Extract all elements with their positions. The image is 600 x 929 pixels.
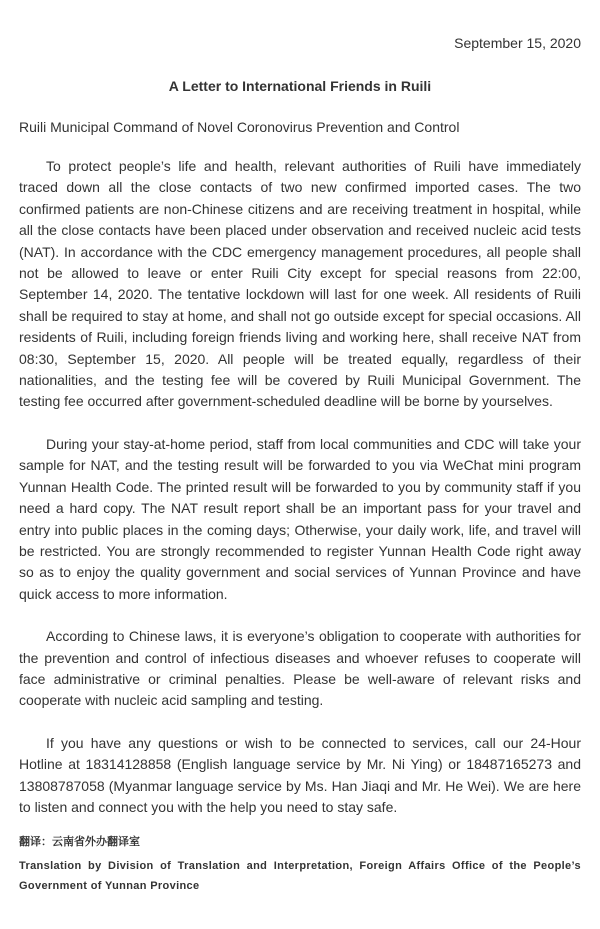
letter-title: A Letter to International Friends in Ruili bbox=[168, 78, 432, 94]
letter-date: September 15, 2020 bbox=[454, 35, 581, 51]
translation-credit-chinese: 翻译：云南省外办翻译室 bbox=[19, 836, 140, 849]
translation-credit-english: Translation by Division of Translation and Interpretation, Foreign Affairs Office of the People’s Government of Yunnan Province bbox=[19, 860, 581, 893]
letter-issuer: Ruili Municipal Command of Novel Coronovirus Prevention and Control bbox=[19, 119, 460, 135]
paragraph-hotline: If you have any questions or wish to be connected to services, call our 24-Hour Hotline at 18314128858 (English language service by Mr. Ni Ying) or 18487165273 and 13808787058 (Myanmar language service by Ms. Han Jiaqi and Mr. He Wei). We are here to listen and connect you with the help you need to stay safe. bbox=[19, 734, 581, 815]
paragraph-test-results: During your stay-at-home period, staff from local communities and CDC will take your sample for NAT, and the testing result will be forwarded to you via WeChat mini program Yunnan Health Code. The printed result will be forwarded to you by community staff if you need a hard copy. The NAT result report shall be an important pass for your travel and entry into public places in the coming days; Otherwise, your daily work, life, and travel will be restricted. You are strongly recommended to register Yunnan Health Code right away so as to enjoy the quality government and social services of Yunnan Province and have quick access to more information. bbox=[19, 435, 581, 602]
paragraph-legal-obligation: According to Chinese laws, it is everyone’s obligation to cooperate with authorities for the prevention and control of infectious diseases and whoever refuses to cooperate will face administrative or criminal penalties. Please be well-aware of relevant risks and cooperate with nucleic acid sampling and testing. bbox=[19, 628, 581, 709]
paragraph-lockdown-notice: To protect people’s life and health, relevant authorities of Ruili have immediately traced down all the close contacts of two new confirmed imported cases. The two confirmed patients are non-Chinese citizens and are receiving treatment in hospital, while all the close contacts have been placed under observation and received nucleic acid tests (NAT). In accordance with the CDC emergency management procedures, all people shall not be allowed to leave or enter Ruili City except for special reasons from 22:00, September 14, 2020. The tentative lockdown will last for one week. All residents of Ruili shall be required to stay at home, and shall not go outside except for special occasions. All residents of Ruili, including foreign friends living and working here, shall receive NAT from 08:30, September 15, 2020. All people will be treated equally, regardless of their nationalities, and the testing fee will be covered by Ruili Municipal Government. The testing fee occurred after government-scheduled deadline will be borne by yourselves. bbox=[19, 158, 581, 410]
